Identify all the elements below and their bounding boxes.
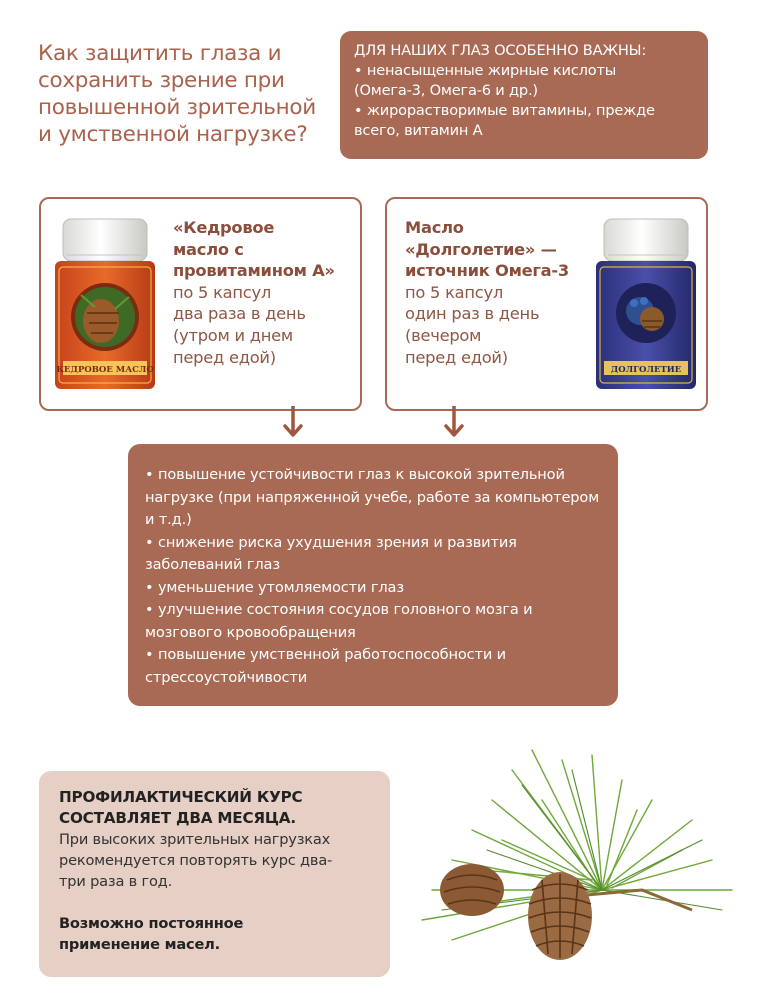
product-text (405, 217, 569, 368)
product-name-line: провитамином А» (173, 261, 335, 281)
question-line: сохранить зрение при (38, 68, 285, 93)
product-text (173, 217, 335, 368)
product-name-line: «Долголетие» — (405, 239, 557, 259)
course-note (59, 913, 380, 955)
product-dose-line: (вечером (405, 325, 482, 345)
product-dose-line: по 5 капсул (405, 282, 504, 302)
important-line: • ненасыщенные жирные кислоты (354, 62, 617, 79)
course-body-line: три раза в год. (59, 873, 173, 890)
course-body-line: При высоких зрительных нагрузках (59, 831, 331, 848)
important-line: всего, витамин А (354, 122, 483, 139)
down-arrow-icon (443, 404, 465, 444)
course-heading-line: СОСТАВЛЯЕТ ДВА МЕСЯЦА. (59, 809, 296, 827)
important-title: ДЛЯ НАШИХ ГЛАЗ ОСОБЕННО ВАЖНЫ: (354, 42, 647, 59)
course-note-line: Возможно постоянное (59, 915, 244, 932)
effect-item: • улучшение состояния сосудов головного мозга и мозгового кровообращения (145, 601, 533, 641)
effect-item: • повышение умственной работоспособности и стрессоустойчивости (145, 646, 507, 686)
question-line: повышенной зрительной (38, 95, 316, 120)
product-dose-line: один раз в день (405, 304, 540, 324)
question-line: Как защитить глаза и (38, 41, 282, 66)
course-body (59, 829, 380, 892)
product-dose-line: перед едой) (173, 347, 276, 367)
cedar-oil-jar-image (51, 217, 159, 393)
product-dose-line: два раза в день (173, 304, 306, 324)
product-dose-line: (утром и днем (173, 325, 293, 345)
product-card-longevity-oil (385, 197, 708, 411)
course-heading-line: ПРОФИЛАКТИЧЕСКИЙ КУРС (59, 788, 303, 806)
product-name-line: «Кедровое (173, 218, 275, 237)
course-note-line: применение масел. (59, 936, 221, 953)
longevity-jar-label: ДОЛГОЛЕТИЕ (610, 365, 682, 375)
product-dose-line: по 5 капсул (173, 282, 272, 302)
question-line: и умственной нагрузке? (38, 122, 308, 147)
page-question (38, 40, 338, 148)
course-box (39, 771, 390, 977)
effect-item: • снижение риска ухудшения зрения и развития заболеваний глаз (145, 533, 517, 573)
effect-item: • уменьшение утомляемости глаз (145, 578, 404, 596)
effect-item: • повышение устойчивости глаз к высокой зрительной нагрузке (при напряженной учебе, работе за компьютером и т.д.) (145, 466, 600, 528)
longevity-oil-jar-image (594, 217, 698, 393)
down-arrow-icon (282, 404, 304, 444)
product-dose-line: перед едой) (405, 347, 508, 367)
product-name-line: масло с (173, 239, 244, 259)
product-name-line: источник Омега-3 (405, 261, 570, 281)
important-nutrients-box (340, 31, 708, 159)
product-name-line: Масло (405, 218, 464, 237)
effects-box (128, 444, 618, 706)
pine-branch-image (392, 740, 752, 980)
product-card-cedar-oil (39, 197, 362, 411)
course-heading (59, 787, 380, 829)
important-line: • жирорастворимые витамины, прежде (354, 102, 655, 119)
course-body-line: рекомендуется повторять курс два- (59, 852, 333, 869)
important-line: (Омега-3, Омега-6 и др.) (354, 82, 538, 99)
cedar-jar-label: КЕДРОВОЕ МАСЛО (56, 365, 154, 375)
